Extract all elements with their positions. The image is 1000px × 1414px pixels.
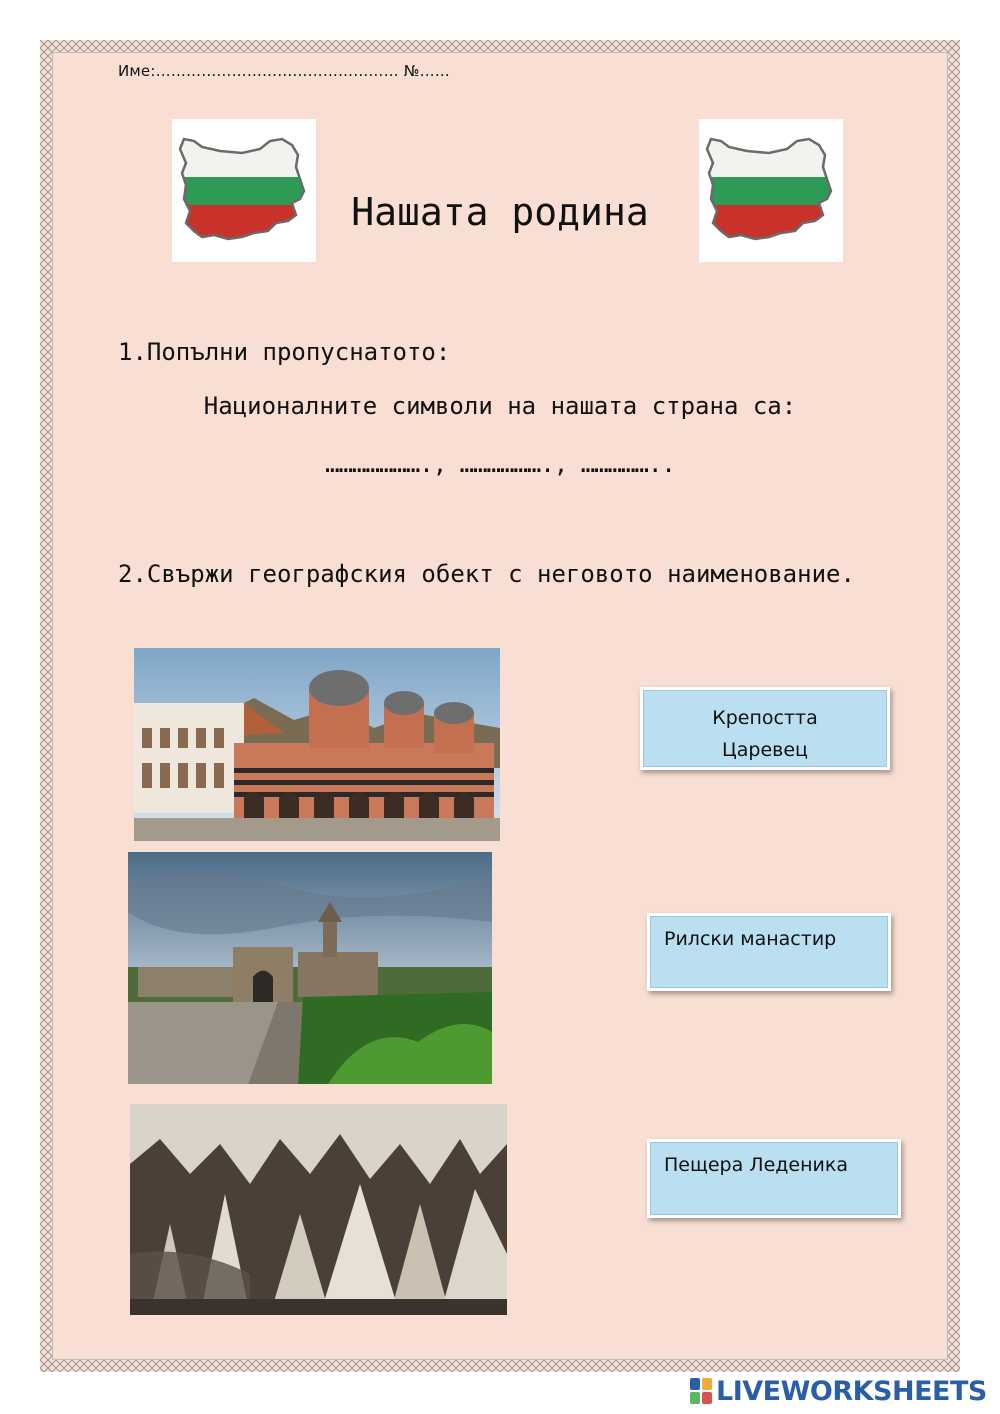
- label-ledenika-cave[interactable]: Пещера Леденика: [647, 1139, 901, 1218]
- label-line-1: Крепостта: [712, 707, 818, 729]
- page-title: Нашата родина: [351, 190, 649, 234]
- monastery-photo: [134, 648, 500, 841]
- question-2-prompt: 2.Свържи географския обект с неговото наименование.: [118, 560, 855, 588]
- label-line-2: Царевец: [722, 739, 808, 761]
- question-1-sentence: Националните символи на нашата страна са:: [203, 392, 797, 420]
- bulgaria-map-flag-icon: [699, 119, 843, 262]
- cave-photo: [130, 1104, 507, 1315]
- liveworksheets-mark-icon: [690, 1378, 712, 1404]
- name-number-line: Име:………………………………………… №……: [118, 62, 450, 80]
- label-tsarevets-fortress[interactable]: [640, 687, 890, 770]
- brand-name: LIVEWORKSHEETS: [716, 1375, 987, 1407]
- bulgaria-map-flag-icon: [172, 119, 316, 262]
- label-rila-monastery[interactable]: Рилски манастир: [647, 913, 891, 991]
- question-1-blanks[interactable]: …………………., ………………., ……………..: [325, 450, 675, 478]
- fortress-photo: [128, 852, 492, 1084]
- question-1-prompt: 1.Попълни пропуснатото:: [118, 338, 451, 366]
- liveworksheets-logo: [690, 1374, 987, 1408]
